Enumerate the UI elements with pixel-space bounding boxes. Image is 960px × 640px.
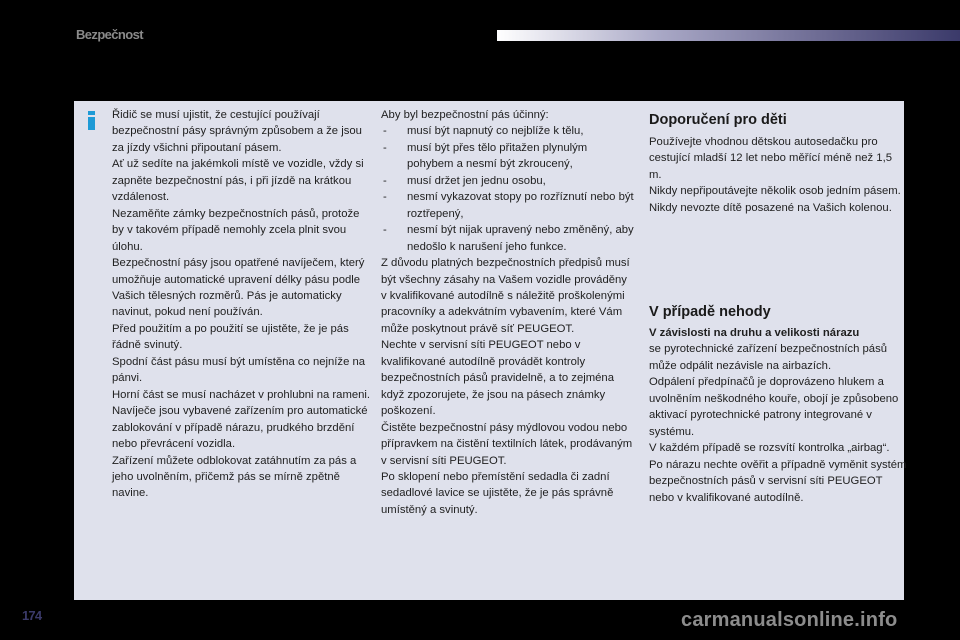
paragraph: Před použitím a po použití se ujistěte, že je pás řádně svinutý. xyxy=(112,322,349,352)
list-item xyxy=(381,140,635,173)
paragraph: Nechte v servisní síti PEUGEOT nebo v kvalifikované autodílně provádět kontroly bezpečnostních pásů pravidelně, a to zejména když zpozorujete, že jsou na pásech známky poškození. xyxy=(381,339,614,418)
paragraph: Navíječe jsou vybavené zařízením pro automatické zablokování v případě nárazu, prudkého brzdění nebo převrácení vozidla. xyxy=(112,405,368,451)
list-item-text: nesmí vykazovat stopy po rozříznutí nebo být roztřepený, xyxy=(407,191,634,220)
list-item xyxy=(381,222,635,255)
paragraph: Zařízení můžete odblokovat zatáhnutím za pás a jeho uvolněním, přičemž pás se mírně zpětně navine. xyxy=(112,454,357,500)
dash-bullet: - xyxy=(383,125,387,138)
info-icon-dot xyxy=(88,111,95,115)
paragraph: Odpálení předpínačů je doprovázeno hlukem a uvolněním neškodného kouře, obojí je způsobeno aktivací pyrotechnické patrony integrované v systému. xyxy=(649,376,899,438)
paragraph: Z důvodu platných bezpečnostních předpisů musí být všechny zásahy na Vašem vozidle prováděny v kvalifikované autodílně s náležitě proškolenými pracovníky a adekvátním vybavením, které Vám může poskytnout právě síť PEUGEOT. xyxy=(381,257,630,335)
header-gradient-bar xyxy=(497,30,960,41)
paragraph: Po sklopení nebo přemístění sedadla či zadní sedadlové lavice se ujistěte, že je pás správně umístěný a svinutý. xyxy=(381,470,614,516)
dash-bullet: - xyxy=(383,174,387,187)
paragraph: Ať už sedíte na jakémkoli místě ve vozidle, vždy si zapněte bezpečnostní pás, i při jízdě na krátkou vzdálenost. xyxy=(112,158,364,204)
seatbelt-effectiveness-column xyxy=(381,107,635,518)
paragraph: Nikdy nepřipoutávejte několik osob jedním pásem. xyxy=(649,185,901,198)
list-item xyxy=(381,189,635,222)
paragraph: Horní část se musí nacházet v prohlubni na rameni. xyxy=(112,388,371,401)
list-item xyxy=(381,173,635,189)
accident-heading: V případě nehody xyxy=(649,304,771,320)
section-title: Bezpečnost xyxy=(76,27,143,42)
paragraph: Používejte vhodnou dětskou autosedačku pro cestující mladší 12 let nebo měřící méně než 1,5 m. xyxy=(649,136,893,181)
dash-bullet: - xyxy=(383,141,387,154)
paragraph: Nikdy nevozte dítě posazené na Vašich kolenou. xyxy=(649,201,892,214)
list-item xyxy=(381,123,635,139)
paragraph: Řidič se musí ujistit, že cestující používají bezpečnostní pásy správným způsobem a že jsou za jízdy všichni připoutaní pásem. xyxy=(112,109,362,154)
list-item-text: musí držet jen jednu osobu, xyxy=(407,174,546,187)
paragraph: Čistěte bezpečnostní pásy mýdlovou vodou nebo přípravkem na čistění textilních látek, prodávaným v servisní síti PEUGEOT. xyxy=(381,421,633,467)
info-icon xyxy=(88,111,95,129)
dash-bullet: - xyxy=(383,224,387,237)
seatbelt-info-column xyxy=(112,107,374,502)
page-number: 174 xyxy=(22,608,42,623)
accident-lead xyxy=(649,325,909,374)
accident-lead-rest: se pyrotechnické zařízení bezpečnostních pásů může odpálit nezávisle na airbazích. xyxy=(649,343,888,372)
paragraph: Nezaměňte zámky bezpečnostních pásů, protože by v takovém případě nemohly zcela plnit svou úlohu. xyxy=(112,207,360,253)
children-recommendations-column xyxy=(649,107,903,216)
paragraph: Spodní část pásu musí být umístěna co nejníže na pánvi. xyxy=(112,355,366,385)
paragraph: Bezpečnostní pásy jsou opatřené navíječem, který umožňuje automatické upravení délky pásu podle Vašich tělesných rozměrů. Pás je automaticky navinut, pokud není používán. xyxy=(112,257,365,319)
dash-bullet: - xyxy=(383,191,387,204)
info-icon-stem xyxy=(88,117,95,130)
watermark: carmanualsonline.info xyxy=(681,609,898,631)
paragraph: Po nárazu nechte ověřit a případně vyměnit systém bezpečnostních pásů v servisní síti PEUGEOT nebo v kvalifikované autodílně. xyxy=(649,458,907,504)
paragraph: V každém případě se rozsvítí kontrolka „airbag“. xyxy=(649,442,890,455)
children-heading: Doporučení pro děti xyxy=(649,112,787,128)
list-intro: Aby byl bezpečnostní pás účinný: xyxy=(381,109,549,121)
list-item-text: musí být napnutý co nejblíže k tělu, xyxy=(407,125,584,138)
accident-lead-bold: V závislosti na druhu a velikosti nárazu xyxy=(649,327,860,339)
list-item-text: musí být přes tělo přitažen plynulým pohybem a nesmí být zkroucený, xyxy=(407,141,588,171)
list-item-text: nesmí být nijak upravený nebo změněný, aby nedošlo k narušení jeho funkce. xyxy=(407,224,634,253)
accident-column xyxy=(649,325,909,506)
